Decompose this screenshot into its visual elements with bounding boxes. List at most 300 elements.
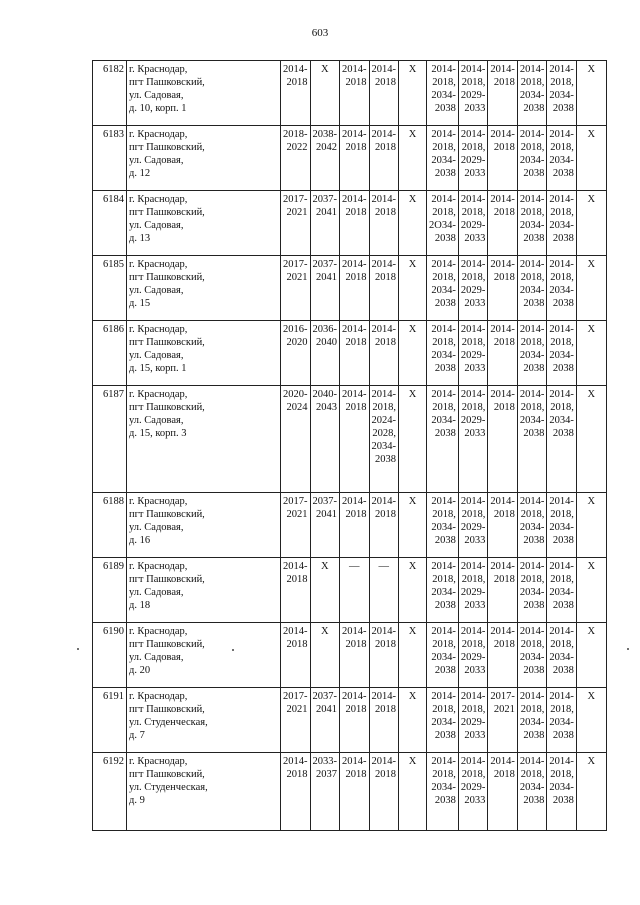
period-value: 2014-: [549, 259, 574, 270]
period-value: 2018,: [520, 704, 545, 715]
period-cell: [427, 753, 459, 831]
address-line: ул. Садовая,: [129, 415, 184, 426]
period-cell: [427, 493, 459, 558]
period-value: 2018: [286, 574, 308, 585]
period-value: 2018: [345, 207, 367, 218]
period-value: 2018,: [461, 704, 486, 715]
period-cell: [517, 753, 547, 831]
table-row: [93, 386, 607, 493]
period-value: 2018: [493, 509, 515, 520]
period-value: 2014-: [549, 626, 574, 637]
period-cell: [369, 386, 399, 493]
address-line: пгт Пашковский,: [129, 272, 205, 283]
period-value: 2029-: [460, 415, 486, 426]
period-value: 2014-: [549, 691, 574, 702]
period-value: 2018,: [432, 207, 456, 218]
period-cell: [517, 126, 547, 191]
period-value: 2O34-: [429, 220, 456, 231]
period-value: 2034-: [431, 587, 456, 598]
address-line: пгт Пашковский,: [129, 704, 205, 715]
address-line: ул. Садовая,: [129, 652, 184, 663]
period-cell: [576, 191, 606, 256]
address-line: д. 13: [129, 233, 151, 244]
period-cell: [547, 126, 577, 191]
period-value: 2018,: [550, 574, 574, 585]
period-cell: [310, 191, 340, 256]
period-value: X: [408, 324, 417, 335]
period-value: 2018,: [550, 639, 574, 650]
period-value: 2029-: [460, 90, 486, 101]
period-value: 2029-: [460, 285, 486, 296]
period-cell: [310, 688, 340, 753]
period-cell: [399, 191, 427, 256]
row-number: 6188: [93, 493, 127, 558]
period-value: X: [408, 64, 417, 75]
period-value: 2018: [345, 272, 367, 283]
period-cell: [458, 191, 488, 256]
period-value: 2018: [375, 207, 396, 218]
period-value: 2014-: [549, 756, 574, 767]
period-value: 2034-: [519, 155, 545, 166]
period-value: X: [320, 64, 329, 75]
period-value: 2037-: [312, 259, 337, 270]
period-value: 2037-: [312, 691, 337, 702]
period-value: 2033: [464, 665, 486, 676]
period-value: 2034-: [519, 782, 545, 793]
period-cell: [427, 321, 459, 386]
period-cell: [281, 493, 311, 558]
period-cell: [399, 61, 427, 126]
period-value: 2014-: [371, 259, 396, 270]
period-value: 2033: [464, 103, 486, 114]
period-value: 2034-: [549, 782, 574, 793]
period-cell: [517, 493, 547, 558]
address-line: ул. Садовая,: [129, 350, 184, 361]
period-value: 2014-: [519, 626, 545, 637]
period-value: 2014-: [283, 626, 308, 637]
period-value: 2018,: [432, 574, 456, 585]
period-value: 2018,: [520, 509, 545, 520]
period-cell: [488, 688, 518, 753]
period-value: 2042: [316, 142, 337, 153]
period-value: 2034-: [431, 285, 456, 296]
period-value: 2034-: [549, 285, 574, 296]
period-value: 2029-: [460, 522, 486, 533]
period-cell: [310, 61, 340, 126]
period-value: 2018,: [432, 142, 456, 153]
period-value: 2034-: [519, 220, 545, 231]
period-value: 2018: [286, 77, 308, 88]
table-row: [93, 623, 607, 688]
period-value: 2034-: [431, 717, 456, 728]
period-value: X: [587, 496, 596, 507]
period-value: 2014-: [342, 626, 367, 637]
period-value: 2034-: [549, 587, 574, 598]
address-line: пгт Пашковский,: [129, 769, 205, 780]
period-value: 2033: [464, 428, 486, 439]
period-value: 2014-: [549, 129, 574, 140]
period-value: 2014-: [342, 194, 367, 205]
period-cell: [310, 623, 340, 688]
period-value: 2034-: [549, 652, 574, 663]
period-cell: [281, 321, 311, 386]
address-line: д. 15, корп. 3: [129, 428, 187, 439]
period-value: 2014-: [431, 691, 456, 702]
period-value: 2014-: [549, 389, 574, 400]
period-cell: [427, 623, 459, 688]
period-value: 2034-: [549, 220, 574, 231]
period-value: 2014-: [371, 496, 396, 507]
period-cell: [369, 493, 399, 558]
table-row: [93, 191, 607, 256]
period-value: 2037-: [312, 496, 337, 507]
period-cell: [576, 493, 606, 558]
period-cell: [340, 753, 370, 831]
period-cell: [488, 126, 518, 191]
period-value: 2014-: [519, 64, 545, 75]
period-cell: [340, 191, 370, 256]
period-cell: [310, 558, 340, 623]
period-value: 2038: [434, 795, 456, 806]
period-value: 2018: [375, 77, 396, 88]
period-cell: [340, 321, 370, 386]
period-value: 2018,: [520, 639, 545, 650]
period-value: 2014-: [371, 691, 396, 702]
scan-speck: [232, 649, 234, 651]
period-value: 2014-: [460, 626, 486, 637]
period-value: 2014-: [283, 64, 308, 75]
period-value: X: [408, 561, 417, 572]
row-number: 6185: [93, 256, 127, 321]
period-cell: [547, 623, 577, 688]
period-value: 2038: [523, 428, 545, 439]
period-value: 2018,: [550, 704, 574, 715]
period-value: 2018: [345, 142, 367, 153]
period-cell: [458, 688, 488, 753]
period-value: 2038: [434, 363, 456, 374]
period-value: 2018-: [283, 129, 308, 140]
period-value: X: [408, 756, 417, 767]
period-value: 2014-: [431, 626, 456, 637]
row-number: 6189: [93, 558, 127, 623]
period-value: 2034-: [519, 522, 545, 533]
address-line: ул. Садовая,: [129, 285, 184, 296]
period-cell: [458, 61, 488, 126]
period-cell: [369, 753, 399, 831]
address-line: д. 18: [129, 600, 151, 611]
period-cell: [427, 191, 459, 256]
period-value: 2018: [345, 337, 367, 348]
period-cell: [517, 623, 547, 688]
row-number: 6183: [93, 126, 127, 191]
period-value: 2041: [316, 509, 337, 520]
address-line: г. Краснодар,: [129, 496, 188, 507]
period-value: 2018,: [432, 77, 456, 88]
period-value: 2014-: [342, 324, 367, 335]
period-cell: [281, 558, 311, 623]
period-value: 2014-: [490, 389, 515, 400]
period-value: 2014-: [490, 756, 515, 767]
period-value: 2014-: [490, 194, 515, 205]
period-cell: [547, 256, 577, 321]
period-value: 2018: [345, 509, 367, 520]
period-cell: [517, 321, 547, 386]
address-cell: [127, 753, 281, 831]
period-cell: [488, 753, 518, 831]
period-value: 2034-: [371, 441, 396, 452]
period-value: 2029-: [460, 587, 486, 598]
period-value: 2034-: [549, 415, 574, 426]
period-cell: [517, 256, 547, 321]
period-value: 2038: [434, 600, 456, 611]
period-value: 2034-: [431, 350, 456, 361]
row-number: 6191: [93, 688, 127, 753]
period-value: 2034-: [431, 90, 456, 101]
period-value: 2038: [552, 600, 574, 611]
period-cell: [576, 126, 606, 191]
period-value: 2038: [523, 730, 545, 741]
address-cell: [127, 61, 281, 126]
address-line: ул. Студенческая,: [129, 717, 208, 728]
period-value: 2038: [434, 168, 456, 179]
period-value: 2014-: [371, 64, 396, 75]
period-value: 2017-: [283, 496, 308, 507]
period-value: 2018: [493, 142, 515, 153]
period-value: 2038: [523, 298, 545, 309]
period-value: 2024-: [371, 415, 396, 426]
period-value: 2034-: [519, 652, 545, 663]
address-line: пгт Пашковский,: [129, 77, 205, 88]
period-value: 2017-: [283, 259, 308, 270]
period-value: 2014-: [431, 129, 456, 140]
period-value: 2018,: [432, 402, 456, 413]
address-cell: [127, 688, 281, 753]
table-row: [93, 558, 607, 623]
period-value: 2014-: [342, 259, 367, 270]
address-line: г. Краснодар,: [129, 259, 188, 270]
period-cell: [281, 61, 311, 126]
period-value: X: [408, 194, 417, 205]
period-cell: [488, 623, 518, 688]
period-value: 2037-: [312, 194, 337, 205]
period-value: 2014-: [519, 129, 545, 140]
period-value: 2033: [464, 535, 486, 546]
address-line: ул. Студенческая,: [129, 782, 208, 793]
period-cell: [310, 126, 340, 191]
period-value: 2038: [552, 535, 574, 546]
period-value: 2014-: [431, 496, 456, 507]
period-value: 2018,: [520, 337, 545, 348]
period-cell: [517, 386, 547, 493]
period-value: —: [349, 561, 360, 572]
row-number: 6186: [93, 321, 127, 386]
period-value: 2018: [493, 207, 515, 218]
address-line: пгт Пашковский,: [129, 402, 205, 413]
period-cell: [281, 191, 311, 256]
period-value: 2038: [552, 795, 574, 806]
period-cell: [369, 126, 399, 191]
period-value: 2034-: [519, 90, 545, 101]
period-value: 2014-: [519, 756, 545, 767]
period-value: 2041: [316, 704, 337, 715]
period-value: 2018,: [432, 272, 456, 283]
period-value: 2018,: [520, 77, 545, 88]
period-value: 2014-: [342, 691, 367, 702]
period-value: 2018: [375, 142, 396, 153]
period-value: 2034-: [549, 717, 574, 728]
period-value: 2034-: [431, 415, 456, 426]
period-value: 2034-: [431, 155, 456, 166]
period-value: 2018,: [461, 509, 486, 520]
period-cell: [547, 753, 577, 831]
table-row: [93, 688, 607, 753]
period-cell: [399, 386, 427, 493]
period-value: 2014-: [549, 496, 574, 507]
period-cell: [369, 191, 399, 256]
period-value: 2014-: [519, 324, 545, 335]
period-value: 2038: [552, 298, 574, 309]
address-cell: [127, 191, 281, 256]
period-value: 2014-: [549, 194, 574, 205]
period-value: 2018,: [520, 574, 545, 585]
period-cell: [340, 61, 370, 126]
period-value: 2014-: [283, 756, 308, 767]
row-number: 6192: [93, 753, 127, 831]
period-value: 2014-: [431, 389, 456, 400]
period-value: 2017-: [283, 691, 308, 702]
period-cell: [369, 61, 399, 126]
period-cell: [399, 688, 427, 753]
period-value: 2018,: [550, 142, 574, 153]
period-value: 2018: [345, 402, 367, 413]
period-value: 2017-: [490, 691, 515, 702]
period-value: 2034-: [519, 350, 545, 361]
period-value: 2038: [434, 535, 456, 546]
period-cell: [427, 126, 459, 191]
period-value: 2018,: [461, 272, 486, 283]
period-cell: [576, 256, 606, 321]
period-value: 2028,: [372, 428, 396, 439]
address-line: пгт Пашковский,: [129, 639, 205, 650]
period-value: 2038: [552, 233, 574, 244]
table-row: [93, 493, 607, 558]
period-value: X: [587, 626, 596, 637]
period-value: 2034-: [549, 522, 574, 533]
period-cell: [488, 191, 518, 256]
period-cell: [310, 321, 340, 386]
period-value: 2014-: [460, 389, 486, 400]
address-line: г. Краснодар,: [129, 626, 188, 637]
period-value: 2034-: [549, 155, 574, 166]
period-value: 2014-: [519, 561, 545, 572]
period-value: 2034-: [431, 782, 456, 793]
period-cell: [547, 191, 577, 256]
period-value: 2018,: [461, 402, 486, 413]
period-value: 2029-: [460, 350, 486, 361]
period-value: —: [378, 561, 389, 572]
period-value: 2033: [464, 363, 486, 374]
period-cell: [281, 256, 311, 321]
period-cell: [310, 386, 340, 493]
period-cell: [399, 623, 427, 688]
period-cell: [488, 493, 518, 558]
period-value: 2018: [286, 639, 308, 650]
address-line: г. Краснодар,: [129, 324, 188, 335]
row-number: 6190: [93, 623, 127, 688]
period-value: 2014-: [519, 389, 545, 400]
period-value: X: [587, 64, 596, 75]
period-value: 2038: [434, 298, 456, 309]
period-cell: [488, 256, 518, 321]
period-value: 2018,: [432, 337, 456, 348]
address-cell: [127, 558, 281, 623]
period-value: 2018,: [550, 272, 574, 283]
period-value: 2018,: [432, 639, 456, 650]
period-value: 2014-: [460, 324, 486, 335]
period-value: 2020-: [283, 389, 308, 400]
period-value: 2038: [552, 428, 574, 439]
period-value: 2018,: [461, 142, 486, 153]
period-cell: [488, 386, 518, 493]
period-cell: [576, 386, 606, 493]
period-value: X: [408, 389, 417, 400]
period-value: 2014-: [460, 691, 486, 702]
period-cell: [281, 753, 311, 831]
period-value: 2038: [552, 665, 574, 676]
period-value: 2014-: [460, 756, 486, 767]
address-line: пгт Пашковский,: [129, 574, 205, 585]
period-cell: [517, 688, 547, 753]
period-value: 2018,: [461, 337, 486, 348]
address-line: г. Краснодар,: [129, 389, 188, 400]
address-line: пгт Пашковский,: [129, 337, 205, 348]
period-value: 2018: [493, 272, 515, 283]
period-value: 2018: [493, 77, 515, 88]
period-value: 2038: [434, 730, 456, 741]
row-number: 6184: [93, 191, 127, 256]
period-value: 2038-: [312, 129, 337, 140]
address-cell: [127, 623, 281, 688]
period-value: 2018,: [550, 509, 574, 520]
period-cell: [427, 688, 459, 753]
period-value: 2018,: [550, 77, 574, 88]
period-value: 2037: [316, 769, 337, 780]
period-value: 2014-: [431, 561, 456, 572]
period-value: X: [408, 259, 417, 270]
period-value: 2018: [375, 272, 396, 283]
period-value: 2014-: [342, 496, 367, 507]
period-value: 2018,: [520, 402, 545, 413]
period-value: 2014-: [371, 756, 396, 767]
period-value: 2038: [523, 795, 545, 806]
period-cell: [399, 126, 427, 191]
period-value: 2018,: [520, 207, 545, 218]
period-value: 2018: [345, 704, 367, 715]
period-cell: [547, 688, 577, 753]
period-cell: [399, 256, 427, 321]
period-value: 2041: [316, 272, 337, 283]
period-value: X: [587, 561, 596, 572]
period-cell: [340, 386, 370, 493]
period-value: 2014-: [342, 129, 367, 140]
period-cell: [310, 753, 340, 831]
period-value: 2018: [375, 704, 396, 715]
address-cell: [127, 126, 281, 191]
period-value: 2034-: [549, 90, 574, 101]
period-value: 2014-: [460, 64, 486, 75]
period-value: 2018,: [520, 272, 545, 283]
scan-speck: [627, 648, 629, 650]
